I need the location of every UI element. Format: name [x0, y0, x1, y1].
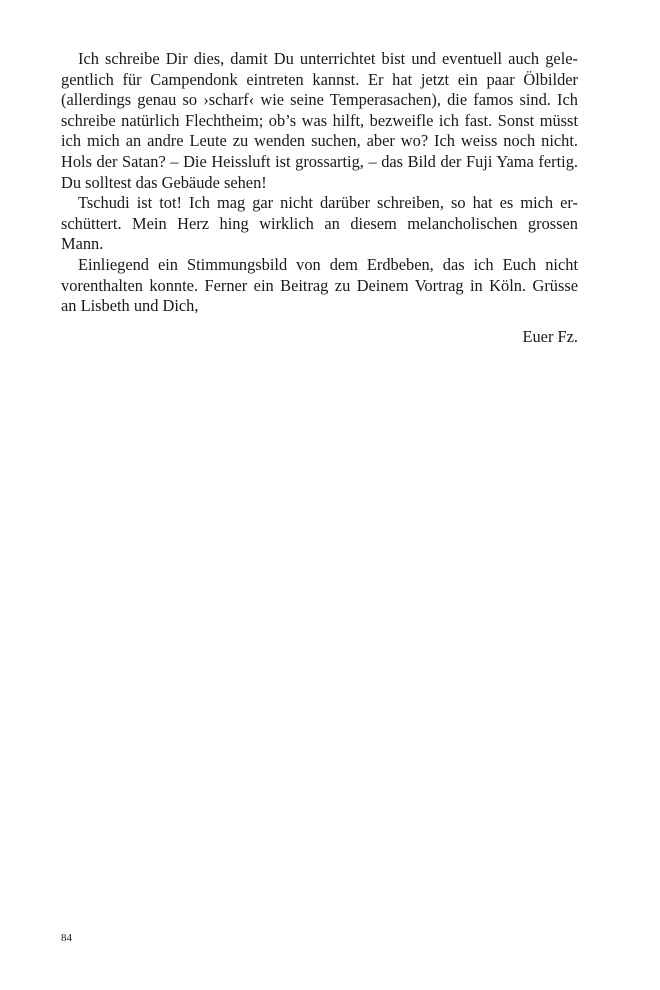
paragraph-3-line-1: Einliegend ein Stimmungsbild von dem Erdbeben, das ich Euch nicht: [78, 254, 578, 274]
paragraph-2-line-1: Tschudi ist tot! Ich mag gar nicht darüber schreiben, so hat es mich er-: [78, 193, 578, 213]
letter-signature: Euer Fz.: [522, 327, 578, 346]
paragraph-2-line-2: schüttert. Mein Herz hing wirklich an diesem melancholischen grossen: [61, 213, 578, 233]
paragraph-1-line-4: schreibe natürlich Flechtheim; ob’s was hilft, bezweifle ich fast. Sonst müsst: [61, 110, 578, 130]
letter-body: [61, 49, 578, 317]
paragraph-1-line-1: Ich schreibe Dir dies, damit Du unterrichtet bist und eventuell auch gele-: [78, 49, 578, 68]
paragraph-1-line-6: Hols der Satan? – Die Heissluft ist grossartig, – das Bild der Fuji Yama fertig.: [61, 151, 578, 171]
paragraph-1-line-7: Du solltest das Gebäude sehen!: [61, 172, 267, 192]
paragraph-3-line-3: an Lisbeth und Dich,: [61, 296, 199, 316]
paragraph-1-line-2: gentlich für Campendonk eintreten kannst. Er hat jetzt ein paar Ölbilder: [61, 69, 578, 89]
paragraph-1-line-5: ich mich an andre Leute zu wenden suchen, aber wo? Ich weiss noch nicht.: [61, 131, 578, 151]
page-number: 84: [61, 932, 72, 944]
paragraph-1-line-3: (allerdings genau so ›scharf‹ wie seine Temperasachen), die famos sind. Ich: [61, 90, 578, 110]
paragraph-2-line-3: Mann.: [61, 234, 104, 254]
paragraph-3-line-2: vorenthalten konnte. Ferner ein Beitrag zu Deinem Vortrag in Köln. Grüsse: [61, 275, 578, 295]
